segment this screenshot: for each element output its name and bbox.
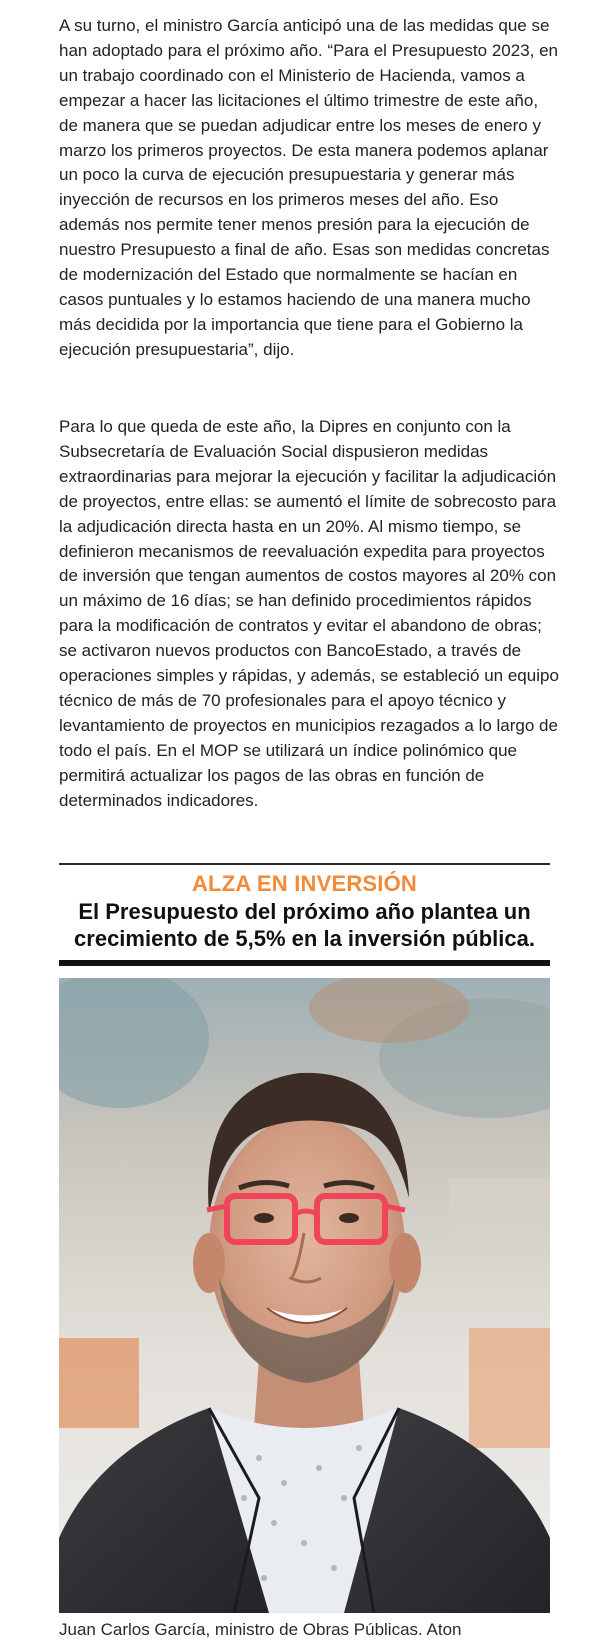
pull-quote-headline: El Presupuesto del próximo año plantea un crecimiento de 5,5% en la inversión pública. xyxy=(74,899,535,951)
photo-caption: Juan Carlos García, ministro de Obras Públicas. Aton xyxy=(59,1620,462,1639)
pull-quote-bottom-rule xyxy=(59,960,550,966)
article-paragraph-2: Para lo que queda de este año, la Dipres en conjunto con la Subsecretaría de Evaluación Social dispusieron medidas extraordinarias para mejorar la ejecución y facilitar la adjudicación de proyectos, entre ellas: se aumentó el límite de sobrecosto para la adjudicación directa hasta en un 20%. Al mismo tiempo, se definieron mecanismos de reevaluación expedita para proyectos de inversión que tengan aumentos de costos mayores al 20% con un máximo de 16 días; se han definido procedimientos rápidos para la modificación de contratos y evitar el abandono de obras; se activaron nuevos productos con BancoEstado, a través de operaciones simples y rápidas, y además, se estableció un equipo técnico de más de 70 profesionales para el apoyo técnico y levantamiento de proyectos en municipios rezagados a lo largo de todo el país. En el MOP se utilizará un índice polinómico que permitirá actualizar los pagos de las obras en función de determinados indicadores. xyxy=(59,417,559,810)
article-paragraph-1: A su turno, el ministro García anticipó una de las medidas que se han adoptado para el próximo año. “Para el Presupuesto 2023, en un trabajo coordinado con el Ministerio de Hacienda, vamos a empezar a hacer las licitaciones el último trimestre de este año, de manera que se puedan adjudicar entre los meses de enero y marzo los primeros proyectos. De esta manera podemos aplanar un poco la curva de ejecución presupuestaria y generar más inyección de recursos en los primeros meses del año. Eso además nos permite tener menos presión para la ejecución de nuestro Presupuesto a final de año. Esas son medidas concretas de modernización del Estado que normalmente se hacían en casos puntuales y lo estamos haciendo de una manera mucho más decidida por la importancia que tiene para el Gobierno la ejecución presupuestaria”, dijo. xyxy=(59,16,559,359)
pull-quote-box xyxy=(59,863,550,966)
pull-quote-kicker: ALZA EN INVERSIÓN xyxy=(191,871,418,896)
pull-quote-top-rule xyxy=(59,863,550,865)
minister-portrait-photo xyxy=(59,978,550,1613)
